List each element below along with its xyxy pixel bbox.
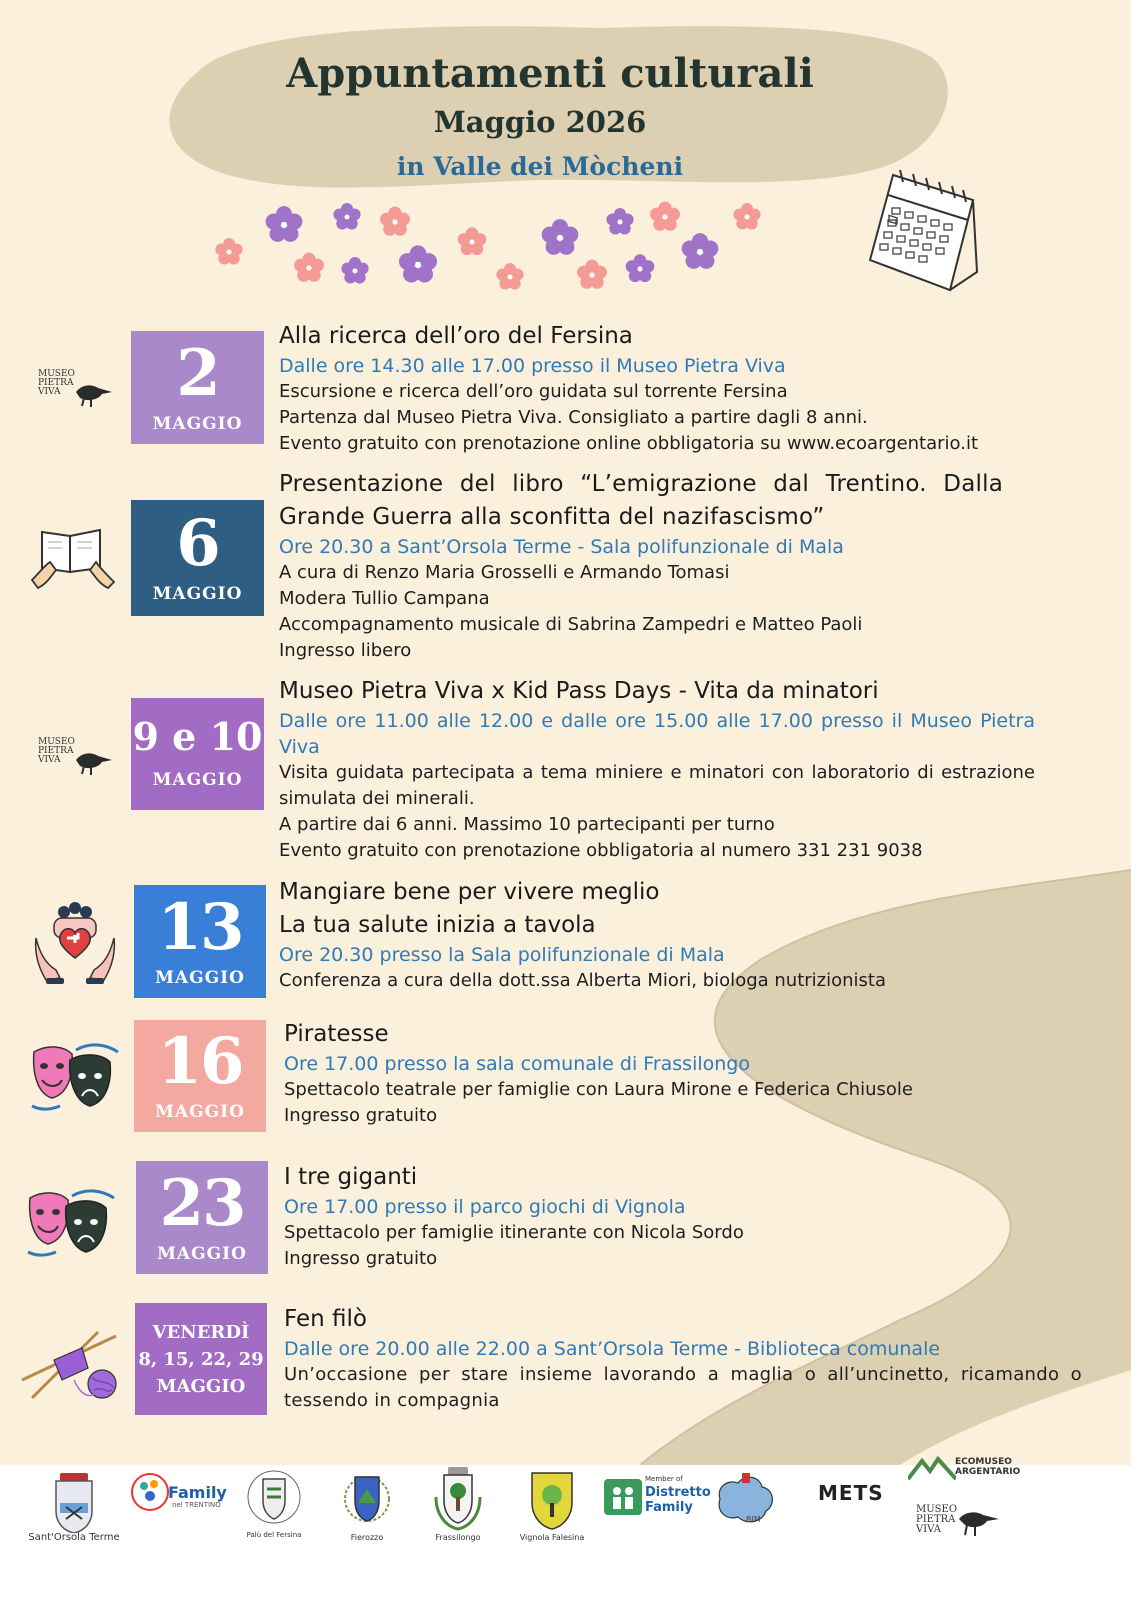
event-detail: Accompagnamento musicale di Sabrina Zampedri e Matteo Paoli xyxy=(279,614,863,635)
event-detail: Evento gratuito con prenotazione online obbligatoria su www.ecoargentario.it xyxy=(279,433,979,454)
event-title: Alla ricerca dell’oro del Fersina xyxy=(279,323,633,349)
event-item xyxy=(284,1303,1082,1414)
event-item xyxy=(279,876,1039,994)
sant-orsola-logo xyxy=(52,1473,96,1533)
event-time: Ore 17.00 presso il parco giochi di Vignola xyxy=(284,1196,686,1218)
event-title: Museo Pietra Viva x Kid Pass Days - Vita da minatori xyxy=(279,678,879,704)
date-month: MAGGIO xyxy=(152,770,243,790)
event-detail: Escursione e ricerca dell’oro guidata sul torrente Fersina xyxy=(279,381,788,402)
date-box xyxy=(134,1020,266,1132)
sant-orsola-caption: Sant'Orsola Terme xyxy=(28,1532,120,1543)
knitting-icon xyxy=(18,1328,122,1402)
museo-footer-label: MUSEO PIETRA VIVA xyxy=(916,1504,958,1535)
event-detail: Visita guidata partecipata a tema miniere e minatori con laboratorio di estrazione simulata dei minerali. xyxy=(279,762,1035,809)
palu-del-fersina-logo xyxy=(243,1465,305,1539)
date-box xyxy=(131,698,264,810)
ecomuseo-mountain-icon xyxy=(908,1455,956,1481)
event-title: Fen filò xyxy=(284,1306,367,1332)
fierozzo-logo xyxy=(342,1467,392,1533)
date-day: 2 xyxy=(176,335,219,411)
open-book-icon xyxy=(30,522,115,590)
event-detail: Ingresso gratuito xyxy=(284,1248,438,1269)
bim-text: BIM xyxy=(746,1515,761,1524)
date-box xyxy=(135,1303,267,1415)
date-day: 9 e 10 xyxy=(132,714,263,759)
event-detail: Modera Tullio Campana xyxy=(279,588,490,609)
event-item xyxy=(284,1161,1044,1272)
date-day: 6 xyxy=(176,506,219,581)
museo-label: MUSEO PIETRA VIVA xyxy=(38,369,75,397)
family-logo-text: Family xyxy=(168,1483,227,1502)
date-box xyxy=(134,885,266,998)
page-title: Appuntamenti culturali xyxy=(286,50,814,97)
page-subtitle-place: in Valle dei Mòcheni xyxy=(396,152,684,181)
date-day: 23 xyxy=(159,1165,245,1241)
frassilongo-caption: Frassilongo xyxy=(435,1533,481,1542)
distretto-text: Distretto Family xyxy=(645,1485,711,1515)
event-detail: Spettacolo per famiglie itinerante con Nicola Sordo xyxy=(284,1222,744,1243)
event-detail: Spettacolo teatrale per famiglie con Laura Mirone e Federica Chiusole xyxy=(284,1079,913,1100)
fierozzo-caption: Fierozzo xyxy=(350,1533,384,1542)
date-weekday: VENERDÌ xyxy=(152,1321,250,1343)
date-month: MAGGIO xyxy=(155,967,245,988)
date-days: 8, 15, 22, 29 xyxy=(138,1348,264,1370)
date-month: MAGGIO xyxy=(156,1375,246,1397)
event-detail: A partire dai 6 anni. Massimo 10 partecipanti per turno xyxy=(279,814,775,835)
event-detail: Evento gratuito con prenotazione obbligatoria al numero 331 231 9038 xyxy=(279,840,923,861)
date-day: 13 xyxy=(157,889,243,965)
frassilongo-logo xyxy=(432,1467,484,1533)
event-detail: Ingresso gratuito xyxy=(284,1105,438,1126)
theatre-masks-icon xyxy=(26,1186,118,1258)
event-title: Presentazione del libro “L’emigrazione dal Trentino. Dalla Grande Guerra alla sconfitta del nazifascismo” xyxy=(279,471,1003,530)
date-box xyxy=(131,500,264,616)
event-item xyxy=(284,1018,1044,1129)
event-item xyxy=(279,320,1069,457)
distretto-top-text: Member of xyxy=(645,1475,683,1483)
calendar-icon xyxy=(855,160,985,295)
family-trentino-logo xyxy=(130,1470,170,1514)
date-month: MAGGIO xyxy=(155,1102,245,1122)
date-month: MAGGIO xyxy=(157,1243,247,1264)
event-time: Dalle ore 11.00 alle 12.00 e dalle ore 15.00 alle 17.00 presso il Museo Pietra Viva xyxy=(279,710,1035,758)
vignola-caption: Vignola Falesina xyxy=(519,1533,585,1542)
event-time: Dalle ore 14.30 alle 17.00 presso il Museo Pietra Viva xyxy=(279,355,786,377)
event-detail: Conferenza a cura della dott.ssa Alberta Miori, biologa nutrizionista xyxy=(279,970,886,991)
event-detail: Ingresso libero xyxy=(279,640,412,661)
event-detail: Un’occasione per stare insieme lavorando a maglia o all’uncinetto, ricamando o tessendo in compagnia xyxy=(284,1364,1082,1411)
ecomuseo-text: ECOMUSEO ARGENTARIO xyxy=(955,1457,1021,1477)
event-time: Dalle ore 20.00 alle 22.00 a Sant’Orsola Terme - Biblioteca comunale xyxy=(284,1338,941,1360)
bim-logo xyxy=(712,1469,778,1529)
event-detail: Partenza dal Museo Pietra Viva. Consigliato a partire dagli 8 anni. xyxy=(279,407,868,428)
date-box xyxy=(131,331,264,444)
health-hands-icon xyxy=(32,898,118,986)
event-title: Mangiare bene per vivere meglio xyxy=(279,879,660,905)
page-subtitle-month: Maggio 2026 xyxy=(433,105,647,139)
event-item xyxy=(279,675,1035,864)
family-logo-subtext: nel TRENTINO xyxy=(172,1501,221,1509)
event-title: Piratesse xyxy=(284,1021,389,1047)
theatre-masks-icon xyxy=(30,1040,122,1112)
date-box xyxy=(136,1161,268,1274)
event-time: Ore 20.30 presso la Sala polifunzionale di Mala xyxy=(279,944,725,966)
event-time: Ore 20.30 a Sant’Orsola Terme - Sala polifunzionale di Mala xyxy=(279,536,844,558)
sponsor-footer xyxy=(0,1457,1131,1600)
date-day: 16 xyxy=(157,1024,243,1099)
date-month: MAGGIO xyxy=(152,413,243,434)
event-time: Ore 17.00 presso la sala comunale di Frassilongo xyxy=(284,1053,750,1075)
museo-label: MUSEO PIETRA VIVA xyxy=(38,737,75,765)
date-month: MAGGIO xyxy=(152,584,243,604)
mets-logo: METS xyxy=(818,1481,884,1505)
event-detail: A cura di Renzo Maria Grosselli e Armando Tomasi xyxy=(279,562,730,583)
palu-caption: Palù del Fersina xyxy=(246,1531,302,1539)
event-subtitle: La tua salute inizia a tavola xyxy=(279,912,596,938)
distretto-family-logo xyxy=(604,1479,642,1515)
event-title: I tre giganti xyxy=(284,1164,418,1190)
event-item xyxy=(279,468,1003,664)
vignola-falesina-logo xyxy=(528,1471,576,1531)
